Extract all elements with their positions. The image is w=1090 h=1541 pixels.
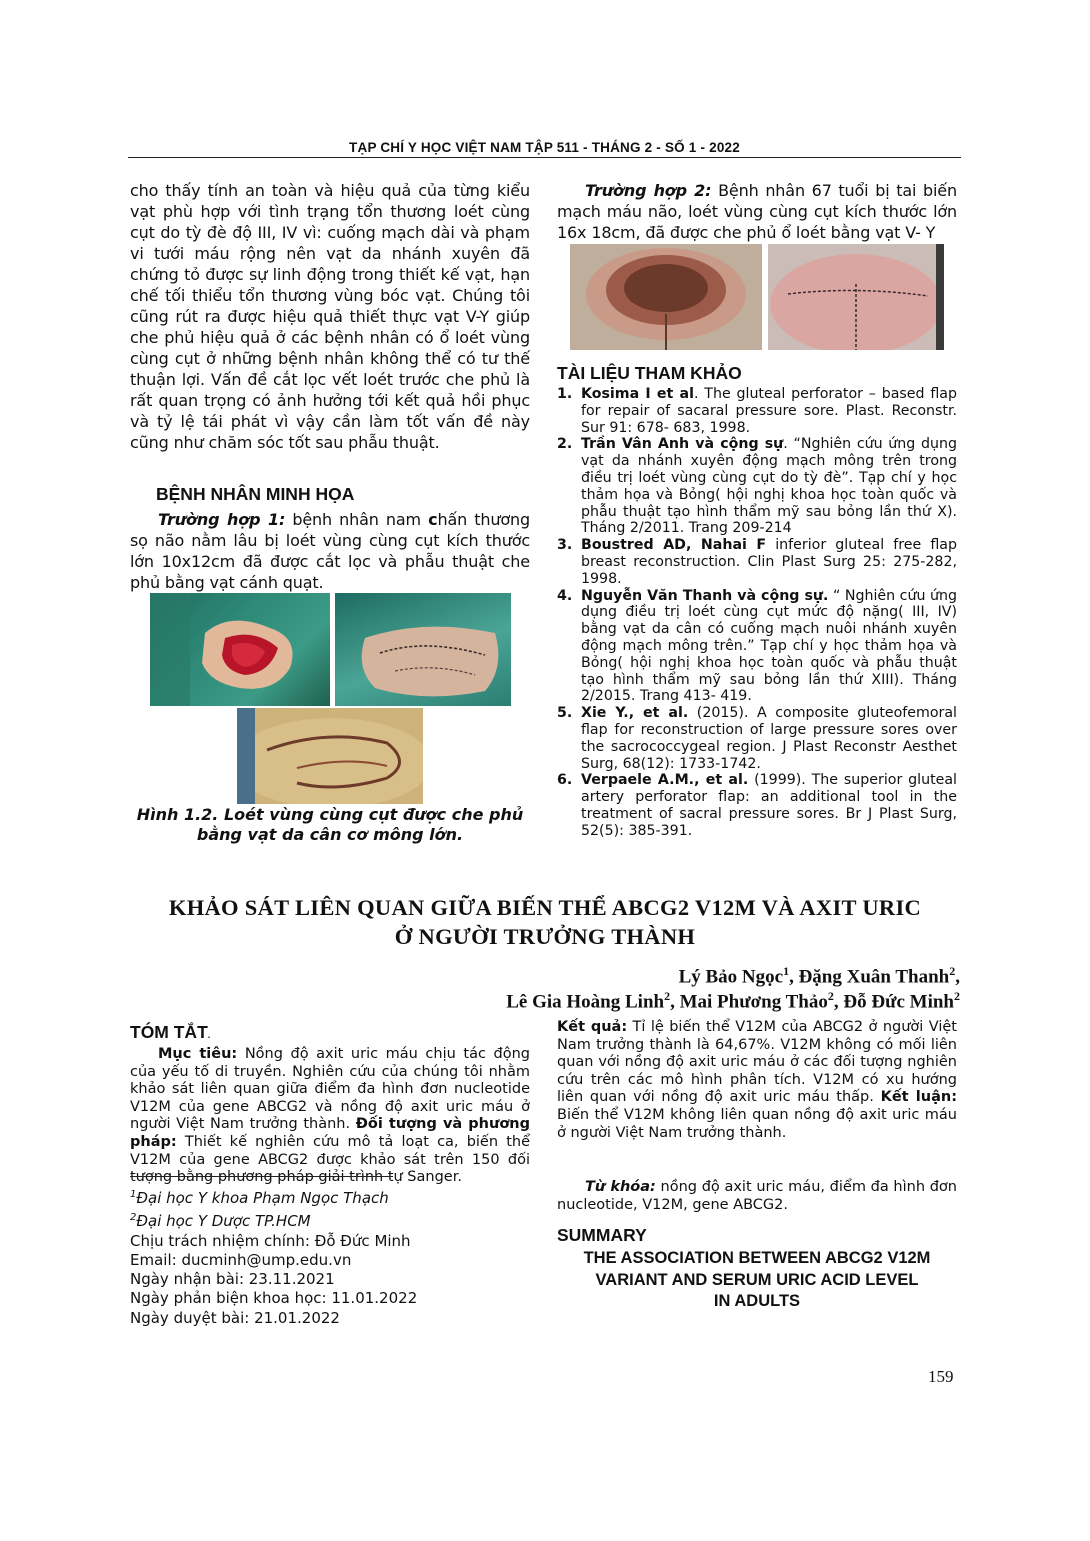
author-sep: , bbox=[670, 991, 680, 1013]
figure-caption: Hình 1.2. Loét vùng cùng cụt được che phủ bằng vạt da cân cơ mông lớn. bbox=[136, 805, 524, 844]
author-sep: , bbox=[789, 966, 799, 988]
author-name: Mai Phương Thảo bbox=[679, 991, 828, 1013]
case1-paragraph bbox=[130, 509, 530, 593]
keywords-paragraph bbox=[557, 1179, 957, 1214]
case2-label: Trường hợp 2: bbox=[585, 181, 712, 200]
reference-num: 4. bbox=[557, 587, 573, 604]
case1-text-c: hấn thương sọ não nằm lâu bị loét vùng cùng cụt kích thước lớn 10x12cm đã được cắt lọc và phẫu thuật che phủ bằng vạt cánh quạt. bbox=[130, 510, 530, 592]
author-name: Lê Gia Hoàng Linh bbox=[506, 991, 665, 1013]
case1-label: Trường hợp 1: bbox=[158, 510, 286, 529]
email: Email: ducminh@ump.edu.vn bbox=[130, 1250, 352, 1269]
reference-author: Trần Vân Anh và cộng sự bbox=[581, 436, 784, 453]
reference-item bbox=[557, 436, 957, 537]
reference-item bbox=[557, 537, 957, 587]
article-title bbox=[140, 893, 950, 951]
reference-text: “ Nghiên cứu ứng dụng điều trị loét cùng cụt mức độ nặng( III, IV) bằng vạt da cân có cuống mạch nuôi nhánh xuyên động mạch mông trên.” Tạp chí y học thảm họa và Bỏng( hội nghị khoa học toàn quốc và phẫu thuật tạo hình thẩm mỹ sau bỏng lần thứ XIII). Tháng 2/2015. Trang 413- 419. bbox=[581, 587, 957, 705]
result-label: Kết quả: bbox=[557, 1019, 628, 1035]
case2-photo-wound bbox=[570, 244, 762, 350]
footnote-rule bbox=[130, 1176, 393, 1177]
date-received: Ngày nhận bài: 23.11.2021 bbox=[130, 1270, 335, 1289]
affiliation-1 bbox=[130, 1185, 530, 1208]
case2-photo-closure bbox=[768, 244, 944, 350]
references-list bbox=[557, 386, 957, 840]
summary-subtitle-line1: THE ASSOCIATION BETWEEN ABCG2 V12M bbox=[583, 1249, 931, 1267]
reference-text: inferior gluteal free flap breast reconstruction. Clin Plast Surg 25: 275-282, 1998. bbox=[581, 537, 957, 587]
intro-paragraph: cho thấy tính an toàn và hiệu quả của từng kiểu vạt phù hợp với tình trạng tổn thương loét cùng cụt do tỳ đè độ III, IV vì: cuống mạch dài và phạm vi tưới máu rộng nên vạt da nhánh xuyên đã chứng tỏ được sự linh động trong thiết kế vạt, hạn chế tối thiểu tổn thương vùng bóc vạt. Chúng tôi cũng rút ra được hiệu quả thiết thực vạt V-Y giúp che phủ hiệu quả ở các bệnh nhân có ổ loét vùng cùng cụt ở những bệnh nhân không thể có tư thế thuận lợi. Vấn đề cắt lọc vết loét trước che phủ là rất quan trọng có ảnh hưởng tới kết quả hồi phục và tỷ lệ tái phát vì vậy cần làm tốt vấn đề này cũng như chăm sóc tốt sau phẫu thuật. bbox=[130, 181, 530, 452]
reference-author: Verpaele A.M., et al. bbox=[581, 772, 749, 789]
reference-num: 1. bbox=[557, 386, 573, 402]
reference-num: 2. bbox=[557, 436, 573, 453]
case2-paragraph bbox=[557, 180, 957, 243]
affiliation-2-sup: 2 bbox=[130, 1212, 137, 1224]
author-sep: , bbox=[955, 966, 960, 988]
reference-author: Nguyễn Văn Thanh và cộng sự. bbox=[581, 587, 829, 604]
case1-photo-closure bbox=[335, 593, 511, 706]
author-sep: , bbox=[833, 991, 844, 1013]
reference-text: (2015). A composite gluteofemoral flap for reconstruction of large pressure sores over the sacrococcygeal region. J Plast Reconstr Aesthet Surg, 68(12): 1733-1742. bbox=[581, 705, 957, 772]
case2-photo-wound-svg bbox=[570, 244, 762, 350]
reference-author: Kosima I et al bbox=[581, 386, 694, 402]
footnotes bbox=[130, 1185, 530, 1328]
header-rule bbox=[128, 157, 961, 158]
objective-label: Mục tiêu: bbox=[158, 1046, 238, 1062]
reference-item bbox=[557, 588, 957, 706]
method-text: Thiết kế nghiên cứu mô tả loạt ca, biến thể V12M của gene ABCG2 được khảo sát trên 150 đối tượng bằng phương pháp giải trình tự Sanger. bbox=[130, 1133, 530, 1186]
reference-author: Boustred AD, Nahai F bbox=[581, 537, 767, 554]
reference-text: . “Nghiên cứu ứng dụng vạt da nhánh xuyên động mạch mông trên trong điều trị loét vùng cùng cụt do tỳ đè”. Tạp chí y học thảm họa và Bỏng( hội nghị khoa học toàn quốc và phẫu thuật tạo hình thẩm mỹ sau bỏng lần thứ X). Tháng 2/2011. Trang 209-214 bbox=[581, 436, 957, 537]
references-title: TÀI LIỆU THAM KHẢO bbox=[557, 363, 742, 383]
case1-photo-result bbox=[237, 708, 423, 804]
case1-photo-closure-svg bbox=[335, 593, 511, 706]
abstract-left-paragraph bbox=[130, 1046, 530, 1187]
author-sup: 2 bbox=[664, 989, 671, 1003]
abstract-title-dot: . bbox=[207, 1030, 211, 1040]
case1-photo-surgery bbox=[150, 593, 330, 706]
abstract-right-paragraph bbox=[557, 1019, 957, 1142]
author-sup: 2 bbox=[827, 989, 834, 1003]
case1-photo-result-svg bbox=[237, 708, 423, 804]
authors-line2 bbox=[506, 983, 960, 1015]
reference-item bbox=[557, 386, 957, 436]
result-text: Tỉ lệ biến thể V12M của ABCG2 ở người Việt Nam trưởng thành là 64,67%. V12M không có mối liên quan với nồng độ axit uric máu ở các đối tượng nghiên cứu trên các mô hình phân tích. V12M có xu hướng liên quan với nồng độ axit uric máu thấp. bbox=[557, 1019, 957, 1106]
article-title-line1: KHẢO SÁT LIÊN QUAN GIỮA BIẾN THỂ ABCG2 V12M VÀ AXIT URIC bbox=[168, 895, 922, 920]
author-sup: 2 bbox=[954, 989, 960, 1003]
author-sup: 2 bbox=[949, 964, 956, 978]
affiliation-2-text: Đại học Y Dược TP.HCM bbox=[136, 1212, 311, 1231]
conclusion-label: Kết luận: bbox=[880, 1089, 957, 1106]
method-label: Đối tượng và phương pháp: bbox=[130, 1116, 530, 1150]
case1-text-b: c bbox=[428, 510, 438, 529]
date-accepted: Ngày duyệt bài: 21.01.2022 bbox=[130, 1308, 340, 1327]
reference-num: 6. bbox=[557, 772, 573, 789]
summary-subtitle-line3: IN ADULTS bbox=[713, 1292, 801, 1310]
case1-text-a: bệnh nhân nam bbox=[285, 510, 429, 529]
page-number: 159 bbox=[928, 1367, 954, 1386]
objective-text: Nồng độ axit uric máu chịu tác động của yếu tố di truyền. Nghiên cứu của chúng tôi nhằm khảo sát liên quan giữa điểm đa hình đơn nucleotide V12M của gene ABCG2 và nồng độ axit uric máu ở người Việt Nam trưởng thành. bbox=[130, 1046, 530, 1133]
summary-subtitle bbox=[557, 1248, 957, 1313]
affiliation-2 bbox=[130, 1208, 530, 1231]
abstract-title-text: TÓM TẮT bbox=[130, 1022, 208, 1042]
author-name: Lý Bảo Ngọc bbox=[678, 966, 784, 988]
affiliation-1-sup: 1 bbox=[130, 1189, 137, 1200]
article-title-line2: Ở NGƯỜI TRƯỞNG THÀNH bbox=[394, 924, 696, 949]
case2-text: Bệnh nhân 67 tuổi bị tai biến mạch máu não, loét vùng cùng cụt kích thước lớn 16x 18cm, đã được che phủ ổ loét bằng vạt V- Y bbox=[557, 181, 957, 242]
conclusion-text: Biến thể V12M không liên quan nồng độ axit uric máu ở người Việt Nam trưởng thành. bbox=[557, 1106, 957, 1141]
date-reviewed: Ngày phản biện khoa học: 11.01.2022 bbox=[130, 1289, 418, 1308]
author-sup: 1 bbox=[783, 964, 790, 978]
reference-author: Xie Y., et al. bbox=[581, 705, 689, 722]
reference-num: 5. bbox=[557, 705, 573, 722]
reference-text: . The gluteal perforator – based flap for repair of sacaral pressure sore. Plast. Reconstr. Sur 91: 678- 683, 1998. bbox=[581, 386, 957, 436]
reference-item bbox=[557, 705, 957, 772]
reference-num: 3. bbox=[557, 537, 573, 554]
summary-subtitle-line2: VARIANT AND SERUM URIC ACID LEVEL bbox=[595, 1270, 919, 1289]
case1-photo-surgery-svg bbox=[150, 593, 330, 706]
keywords-label: Từ khóa: bbox=[585, 1179, 656, 1195]
corresponding-author: Chịu trách nhiệm chính: Đỗ Đức Minh bbox=[130, 1231, 411, 1250]
reference-item bbox=[557, 772, 957, 839]
affiliation-1-text: Đại học Y khoa Phạm Ngọc Thạch bbox=[136, 1189, 389, 1207]
case2-photo-closure-svg bbox=[768, 244, 944, 350]
author-name: Đỗ Đức Minh bbox=[843, 991, 954, 1013]
summary-title: SUMMARY bbox=[557, 1225, 647, 1245]
abstract-title bbox=[130, 1022, 210, 1043]
author-name: Đặng Xuân Thanh bbox=[798, 966, 950, 988]
case-section-title: BỆNH NHÂN MINH HỌA bbox=[156, 484, 355, 504]
reference-text: (1999). The superior gluteal artery perforator flap: an additional tool in the treatment of sacral pressure sores. Br J Plast Surg, 52(5): 385-391. bbox=[581, 772, 957, 839]
keywords-text: nồng độ axit uric máu, điểm đa hình đơn nucleotide, V12M, gene ABCG2. bbox=[557, 1179, 957, 1213]
journal-header: TẠP CHÍ Y HỌC VIỆT NAM TẬP 511 - THÁNG 2 - SỐ 1 - 2022 bbox=[349, 140, 740, 155]
